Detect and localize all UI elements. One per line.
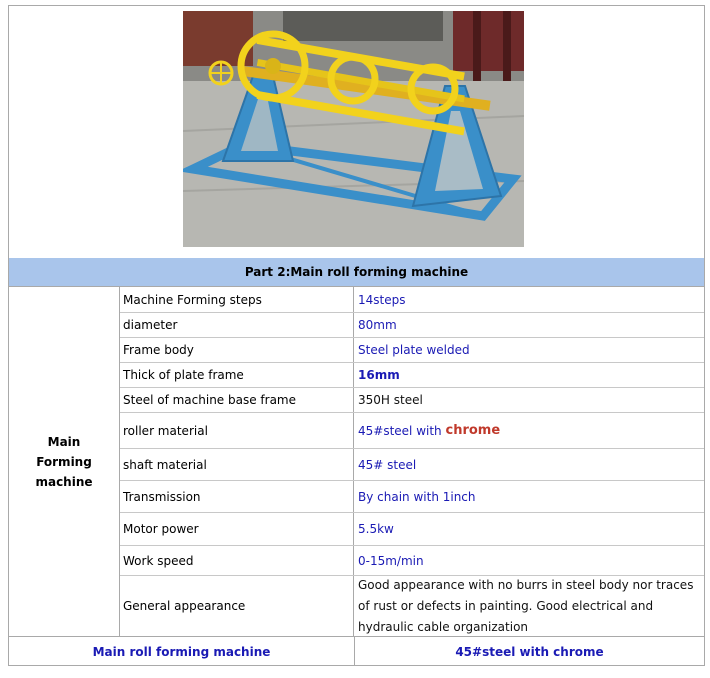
spec-value: 16mm xyxy=(358,368,400,382)
spec-row xyxy=(120,546,704,576)
spec-key: Work speed xyxy=(120,546,354,575)
spec-key: Frame body xyxy=(120,338,354,362)
spec-table xyxy=(8,5,705,666)
spec-value: 14steps xyxy=(358,292,406,307)
spec-row xyxy=(120,576,704,636)
spec-row xyxy=(120,313,704,338)
group-label: Main Forming machine xyxy=(35,434,93,489)
spec-key: roller material xyxy=(120,413,354,448)
spec-key: Thick of plate frame xyxy=(120,363,354,387)
spec-row xyxy=(120,513,704,546)
spec-value: 0-15m/min xyxy=(358,553,424,568)
chrome-emphasis: chrome xyxy=(445,423,501,438)
spec-key: diameter xyxy=(120,313,354,337)
spec-row xyxy=(120,481,704,513)
spec-value: 80mm xyxy=(358,318,397,332)
decoiler-machine-image xyxy=(183,11,524,247)
footer-row xyxy=(9,636,704,666)
spec-row xyxy=(120,413,704,449)
spec-value: By chain with 1inch xyxy=(358,489,476,504)
spec-value: 5.5kw xyxy=(358,522,394,536)
spec-key: Steel of machine base frame xyxy=(120,388,354,412)
spec-row xyxy=(120,363,704,388)
spec-row xyxy=(120,449,704,481)
spec-row xyxy=(120,338,704,363)
spec-row xyxy=(120,388,704,413)
spec-value: Good appearance with no burrs in steel body nor traces of rust or defects in painting. Good electrical and hydraulic cable organization xyxy=(358,577,694,634)
spec-value: 45#steel with xyxy=(358,423,442,438)
spec-value: Steel plate welded xyxy=(358,343,470,357)
section-title: Part 2:Main roll forming machine xyxy=(9,258,704,287)
spec-key: Machine Forming steps xyxy=(120,287,354,312)
spec-value: 45# steel xyxy=(358,457,417,472)
footer-left: Main roll forming machine xyxy=(9,637,355,666)
spec-value-cell xyxy=(355,413,704,448)
spec-key: Transmission xyxy=(120,481,354,512)
spec-key: Motor power xyxy=(120,513,354,545)
group-label-cell xyxy=(9,287,120,636)
photo-cell xyxy=(9,6,704,259)
footer-right: 45#steel with chrome xyxy=(455,644,604,659)
spec-row xyxy=(120,287,704,313)
spec-key: General appearance xyxy=(120,576,354,636)
spec-value: 350H steel xyxy=(358,393,423,407)
spec-key: shaft material xyxy=(120,449,354,480)
decoiler-machine-photo xyxy=(183,11,524,247)
